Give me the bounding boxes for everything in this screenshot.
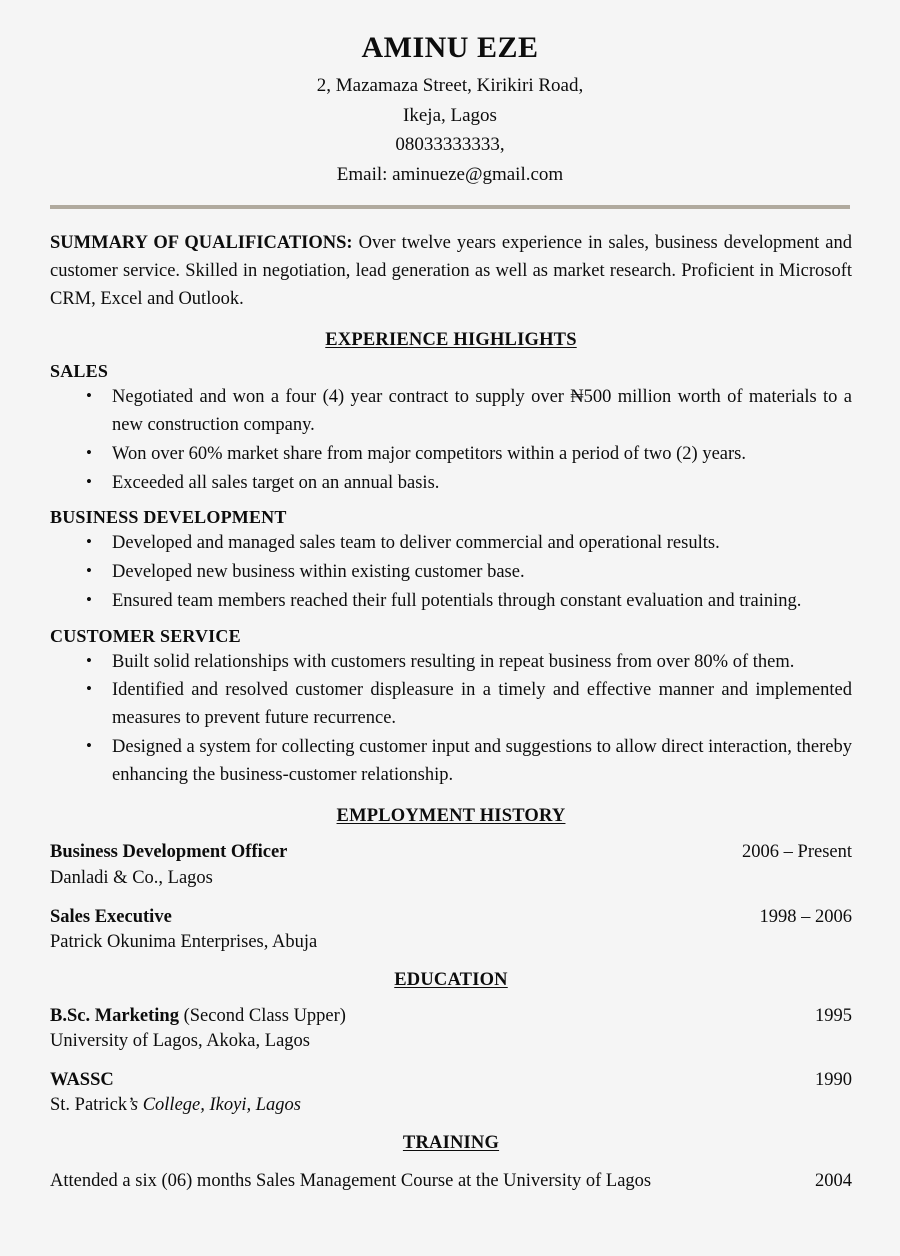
job-title: Business Development Officer: [50, 842, 288, 863]
list-item: • Developed and managed sales team to deliver commercial and operational results.: [50, 530, 852, 558]
address-line-1: 2, Mazamaza Street, Kirikiri Road,: [316, 75, 584, 97]
training-entry: [50, 1169, 852, 1195]
section-heading-education: [50, 970, 852, 991]
subheading-business-development: BUSINESS DEVELOPMENT: [50, 507, 287, 528]
experience-group-customer-service: [50, 626, 852, 790]
degree-name: B.Sc. Marketing: [50, 1005, 179, 1026]
section-heading-experience: [50, 330, 852, 351]
job-date: 1998 – 2006: [759, 906, 852, 927]
education-date: 1995: [815, 1005, 852, 1026]
list-item: • Developed new business within existing customer base.: [50, 559, 852, 587]
subheading-customer-service: CUSTOMER SERVICE: [50, 625, 241, 646]
section-heading-training-label: TRAINING: [402, 1132, 500, 1153]
email-address: Email: aminueze@gmail.com: [336, 163, 564, 185]
employment-entry: [50, 905, 852, 956]
employment-entry: [50, 840, 852, 891]
experience-group-sales: [50, 361, 852, 497]
section-heading-experience-label: EXPERIENCE HIGHLIGHTS: [325, 330, 577, 351]
degree-title: [50, 1068, 114, 1094]
list-item: • Ensured team members reached their full potentials through constant evaluation and training.: [50, 588, 852, 616]
section-heading-employment: [50, 806, 852, 827]
address-line-2: Ikeja, Lagos: [403, 104, 497, 126]
job-title: Sales Executive: [50, 906, 172, 927]
experience-group-business-development: [50, 507, 852, 615]
degree-title: [50, 1004, 346, 1030]
institution-name-italic: ’s College, Ikoyi, Lagos: [127, 1095, 301, 1116]
section-heading-employment-label: EMPLOYMENT HISTORY: [336, 806, 566, 827]
bullet-list-sales: [50, 384, 852, 497]
phone-number: 08033333333,: [395, 134, 505, 156]
bullet-list-business-development: [50, 530, 852, 615]
education-date: 1990: [815, 1069, 852, 1090]
employment-entry-header: [50, 840, 852, 866]
job-date: 2006 – Present: [742, 842, 852, 863]
degree-classification: (Second Class Upper): [178, 1005, 346, 1026]
employer-name: Patrick Okunima Enterprises, Abuja: [50, 932, 318, 953]
list-item: • Identified and resolved customer displeasure in a timely and effective manner and implemented measures to prevent future recurrence.: [50, 677, 852, 733]
education-entry: [50, 1068, 852, 1119]
bullet-list-customer-service: [50, 649, 852, 790]
resume-header: [50, 0, 850, 189]
employer-name: Danladi & Co., Lagos: [50, 867, 213, 888]
header-divider: [50, 205, 850, 209]
degree-name: WASSC: [50, 1069, 114, 1090]
employment-entry-header: [50, 905, 852, 931]
section-heading-education-label: EDUCATION: [394, 969, 508, 990]
education-entry-header: [50, 1004, 852, 1030]
section-heading-training: [50, 1133, 852, 1154]
candidate-name: AMINU EZE: [361, 31, 539, 64]
training-date: 2004: [815, 1170, 852, 1191]
summary-label: SUMMARY OF QUALIFICATIONS:: [50, 233, 353, 254]
institution-name-plain: St. Patrick: [50, 1095, 128, 1116]
list-item: • Won over 60% market share from major competitors within a period of two (2) years.: [50, 441, 852, 469]
summary-text: Over twelve years experience in sales, business development and customer service. Skilled in negotiation, lead generation as well as market research. Proficient in Microsoft CRM, Excel and Outlook.: [50, 233, 853, 310]
list-item: • Negotiated and won a four (4) year contract to supply over ₦500 million worth of materials to a new construction company.: [50, 384, 852, 440]
training-description: Attended a six (06) months Sales Management Course at the University of Lagos: [50, 1170, 652, 1191]
institution-name: [50, 1093, 852, 1119]
subheading-sales: SALES: [50, 361, 109, 382]
education-entry-header: [50, 1068, 852, 1094]
institution-name: University of Lagos, Akoka, Lagos: [50, 1031, 310, 1052]
list-item: • Exceeded all sales target on an annual basis.: [50, 470, 852, 498]
resume-body: [50, 229, 852, 1194]
list-item: • Designed a system for collecting customer input and suggestions to allow direct interaction, thereby enhancing the business-customer relationship.: [50, 734, 852, 790]
education-entry: [50, 1004, 852, 1055]
summary-paragraph: [50, 229, 852, 313]
list-item: • Built solid relationships with customers resulting in repeat business from over 80% of them.: [50, 649, 852, 677]
